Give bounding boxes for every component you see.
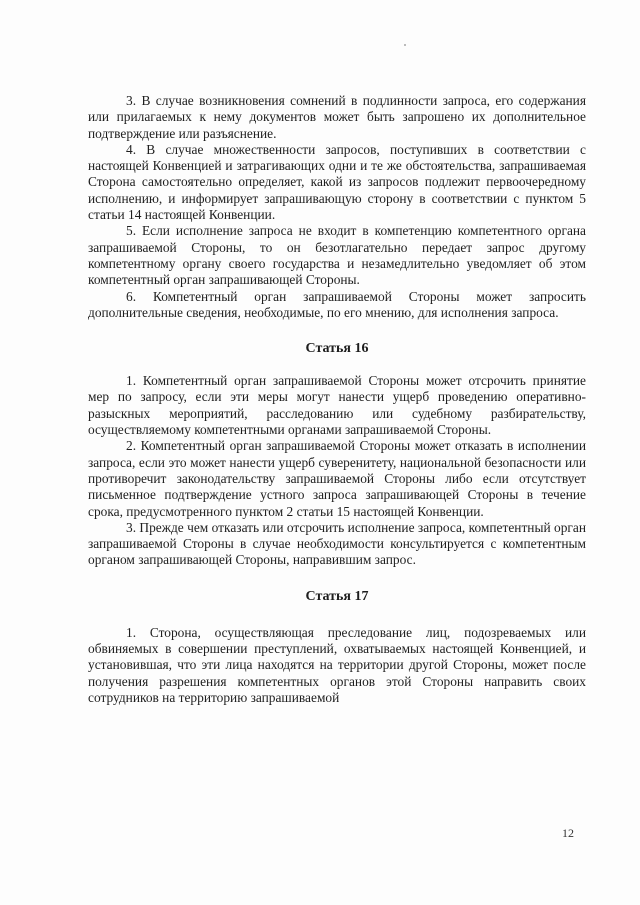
paragraph-15-3: 3. В случае возникновения сомнений в подлинности запроса, его содержания или прилагаемых к нему документов может быть запрошено их дополнительное подтверждение или разъяснение. bbox=[88, 93, 586, 141]
article-16-heading: Статья 16 bbox=[305, 341, 369, 357]
paragraph-16-2: 2. Компетентный орган запрашиваемой Стороны может отказать в исполнении запроса, если это может нанести ущерб суверенитету, национальной безопасности или противоречит законодательству запрашиваемой Стороны либо если отсутствует письменное подтверждение устного запроса запрашивающей Стороны в течение срока, предусмотренного пунктом 2 статьи 15 настоящей Конвенции. bbox=[88, 438, 586, 519]
page-number: 12 bbox=[562, 826, 574, 840]
paragraph-15-5: 5. Если исполнение запроса не входит в компетенцию компетентного органа запрашиваемой Стороны, то он безотлагательно передает запрос другому компетентному органу своего государства и незамедлительно уведомляет об этом компетентный орган запрашивающей Стороны. bbox=[88, 223, 586, 288]
paragraph-15-6: 6. Компетентный орган запрашиваемой Стороны может запросить дополнительные сведения, необходимые, по его мнению, для исполнения запроса. bbox=[88, 288, 586, 320]
article-17-heading: Статья 17 bbox=[305, 588, 369, 604]
scan-speck bbox=[404, 44, 406, 46]
paragraph-16-1: 1. Компетентный орган запрашиваемой Стороны может отсрочить принятие мер по запросу, если эти меры могут нанести ущерб проведению оперативно-разыскных мероприятий, расследованию или судебному разбирательству, осуществляемому компетентными органами запрашиваемой Стороны. bbox=[88, 373, 586, 438]
paragraph-15-4: 4. В случае множественности запросов, поступивших в соответствии с настоящей Конвенцией и затрагивающих одни и те же обстоятельства, запрашиваемая Сторона самостоятельно определяет, какой из запросов подлежит первоочередному исполнению, и информирует запрашивающую сторону в соответствии с пунктом 5 статьи 14 настоящей Конвенции. bbox=[88, 141, 586, 223]
paragraph-17-1: 1. Сторона, осуществляющая преследование лиц, подозреваемых или обвиняемых в совершении преступлений, охватываемых настоящей Конвенцией, и установившая, что эти лица находятся на территории другой Стороны, может после получения разрешения компетентных органов этой Стороны направить своих сотрудников на территорию запрашиваемой bbox=[88, 624, 586, 705]
paragraph-16-3: 3. Прежде чем отказать или отсрочить исполнение запроса, компетентный орган запрашиваемой Стороны в случае необходимости консультируется с компетентным органом запрашивающей Стороны, направившим запрос. bbox=[88, 519, 586, 568]
page-content bbox=[88, 93, 586, 706]
